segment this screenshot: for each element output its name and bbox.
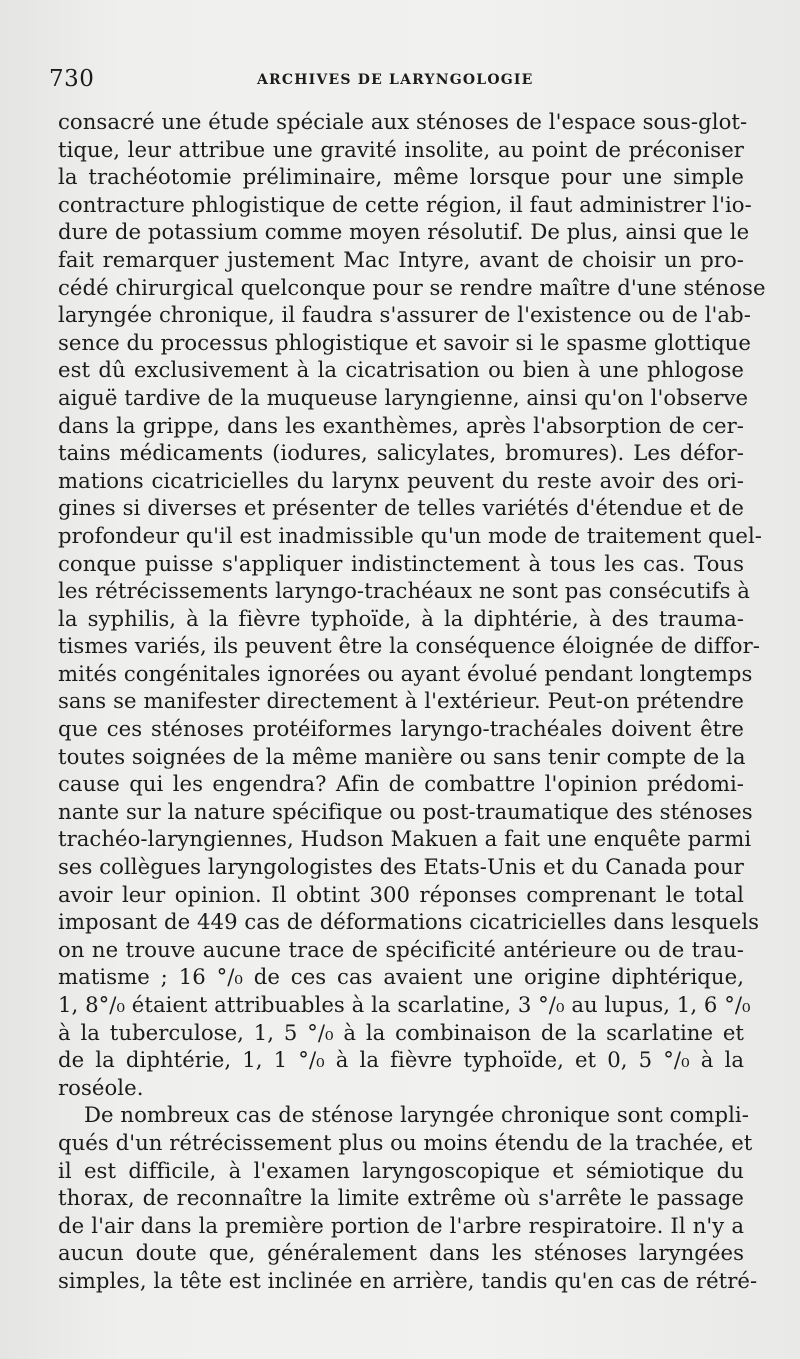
text-line: mations cicatricielles du larynx peuvent du reste avoir des ori- [58, 467, 744, 493]
text-line: les rétrécissements laryngo-trachéaux ne sont pas consécutifs à [58, 578, 750, 604]
running-head: ARCHIVES DE LARYNGOLOGIE [257, 72, 534, 88]
text-line: sans se manifester directement à l'extérieur. Peut-on prétendre [58, 688, 744, 714]
text-line: de l'air dans la première portion de l'arbre respiratoire. Il n'y a [58, 1212, 744, 1238]
text-line: on ne trouve aucune trace de spécificité antérieure ou de trau- [58, 936, 744, 962]
text-line: la trachéotomie préliminaire, même lorsque pour une simple [58, 164, 744, 190]
text-line: contracture phlogistique de cette région, il faut administrer l'io- [58, 191, 752, 217]
text-line: ses collègues laryngologistes des Etats-Unis et du Canada pour [58, 854, 744, 880]
text-line: qués d'un rétrécissement plus ou moins étendu de la trachée, et [58, 1129, 753, 1155]
text-line: nante sur la nature spécifique ou post-traumatique des sténoses [58, 798, 753, 824]
text-line: tains médicaments (iodures, salicylates, bromures). Les défor- [58, 440, 744, 466]
text-line: roséole. [58, 1074, 144, 1100]
text-line: profondeur qu'il est inadmissible qu'un mode de traitement quel- [58, 522, 762, 548]
text-line: de la diphtérie, 1, 1 °/₀ à la fièvre typhoïde, et 0, 5 °/₀ à la [58, 1047, 744, 1073]
text-line: fait remarquer justement Mac Intyre, avant de choisir un pro- [58, 246, 744, 272]
text-line: il est difficile, à l'examen laryngoscopique et sémiotique du [58, 1157, 744, 1183]
text-line: la syphilis, à la fièvre typhoïde, à la diphtérie, à des trauma- [58, 605, 744, 631]
paragraph-1 [58, 108, 766, 1101]
text-line: aucun doute que, généralement dans les sténoses laryngées [58, 1240, 744, 1266]
text-line: dure de potassium comme moyen résolutif. De plus, ainsi que le [58, 219, 750, 245]
text-line: tique, leur attribue une gravité insolite, au point de préconiser [58, 136, 744, 162]
text-line: trachéo-laryngiennes, Hudson Makuen a fait une enquête parmi [58, 826, 752, 852]
text-line: imposant de 449 cas de déformations cicatricielles dans lesquels [58, 909, 760, 935]
text-line: que ces sténoses protéiformes laryngo-trachéales doivent être [58, 716, 744, 742]
page-number: 730 [49, 66, 95, 92]
text-line: avoir leur opinion. Il obtint 300 réponses comprenant le total [58, 881, 744, 907]
text-line: simples, la tête est inclinée en arrière, tandis qu'en cas de rétré- [58, 1267, 758, 1293]
text-line: cause qui les engendra? Afin de combattre l'opinion prédomi- [58, 771, 744, 797]
text-line: toutes soignées de la même manière ou sans tenir compte de la [58, 743, 746, 769]
text-line: conque puisse s'appliquer indistinctement à tous les cas. Tous [58, 550, 744, 576]
text-line: 1, 8°/₀ étaient attribuables à la scarlatine, 3 °/₀ au lupus, 1, 6 °/₀ [58, 992, 751, 1017]
text-line: consacré une étude spéciale aux sténoses de l'espace sous-glot- [58, 109, 748, 134]
text-line: à la tuberculose, 1, 5 °/₀ à la combinaison de la scarlatine et [58, 1019, 744, 1045]
text-line: De nombreux cas de sténose laryngée chronique sont compli- [84, 1102, 749, 1128]
text-line: sence du processus phlogistique et savoir si le spasme glottique [58, 329, 751, 355]
text-line: laryngée chronique, il faudra s'assurer de l'existence ou de l'ab- [58, 302, 751, 328]
text-line: thorax, de reconnaître la limite extrême où s'arrête le passage [58, 1185, 744, 1211]
text-line: aiguë tardive de la muqueuse laryngienne, ainsi qu'on l'observe [58, 384, 749, 410]
body-text [58, 108, 766, 1295]
paragraph-2 [58, 1101, 758, 1294]
text-line: est dû exclusivement à la cicatrisation ou bien à une phlogose [58, 357, 744, 383]
text-line: tismes variés, ils peuvent être la conséquence éloignée de diffor- [58, 633, 760, 659]
text-line: gines si diverses et présenter de telles variétés d'étendue et de [58, 495, 744, 521]
text-line: mités congénitales ignorées ou ayant évolué pendant longtemps [58, 660, 753, 686]
text-line: dans la grippe, dans les exanthèmes, après l'absorption de cer- [58, 412, 744, 438]
text-line: matisme ; 16 °/₀ de ces cas avaient une origine diphtérique, [58, 964, 744, 990]
text-line: cédé chirurgical quelconque pour se rendre maître d'une sténose [58, 274, 766, 300]
page-header [49, 66, 749, 96]
